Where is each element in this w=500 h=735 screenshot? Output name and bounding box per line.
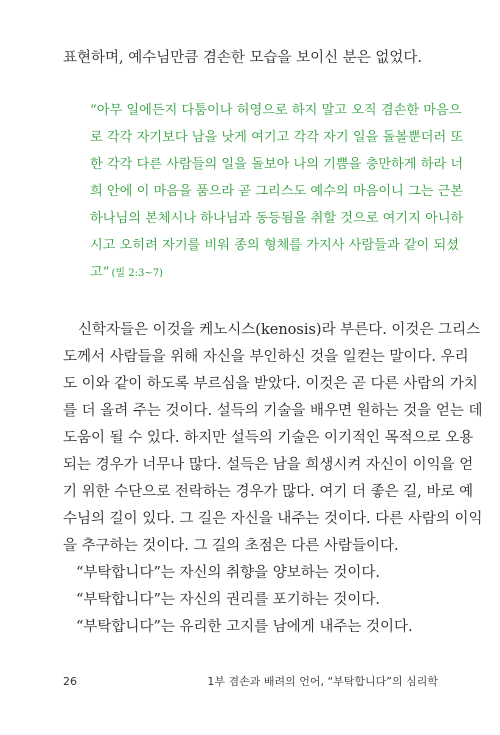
- paragraph-line: 를 더 올려 주는 것이다. 설득의 기술을 배우면 원하는 것을 얻는 데: [63, 403, 483, 419]
- page-number: 26: [63, 675, 77, 688]
- paragraph-line: 도께서 사람들을 위해 자신을 부인하신 것을 일컫는 말이다. 우리: [63, 349, 469, 365]
- paragraph-line: 을 추구하는 것이다. 그 길의 초점은 다른 사람들이다.: [63, 538, 399, 554]
- paragraph-line: 도움이 될 수 있다. 하지만 설득의 기술은 이기적인 목적으로 오용: [63, 430, 474, 446]
- running-head: 1부 겸손과 배려의 언어, “부탁합니다”의 심리학: [207, 675, 438, 688]
- saying-line: “부탁합니다”는 유리한 고지를 남에게 내주는 것이다.: [76, 619, 413, 635]
- quote-citation: (빌 2:3~7): [111, 268, 163, 279]
- saying-line: “부탁합니다”는 자신의 취향을 양보하는 것이다.: [76, 565, 381, 581]
- quote-line: “아무 일에든지 다툼이나 허영으로 하지 말고 오직 겸손한 마음으: [90, 103, 462, 118]
- quote-line: 한 각각 다른 사람들의 일을 돌보아 나의 기쁨을 충만하게 하라 너: [90, 157, 464, 172]
- saying-line: “부탁합니다”는 자신의 권리를 포기하는 것이다.: [76, 592, 381, 608]
- quote-line: 고”: [90, 265, 110, 280]
- paragraph-line: 도 이와 같이 하도록 부르심을 받았다. 이것은 곧 다른 사람의 가치: [63, 376, 478, 392]
- paragraph-line: 수님의 길이 있다. 그 길은 자신을 내주는 것이다. 다른 사람의 이익: [63, 511, 483, 527]
- paragraph-line: 신학자들은 이것을 케노시스(kenosis)라 부른다. 이것은 그리스: [78, 322, 481, 338]
- intro-line: 표현하며, 예수님만큼 겸손한 모습을 보이신 분은 없었다.: [63, 50, 423, 66]
- quote-line: 하나님의 본체시나 하나님과 동등됨을 취할 것으로 여기지 아니하: [90, 211, 464, 226]
- quote-line: 시고 오히려 자기를 비워 종의 형체를 가지사 사람들과 같이 되셨: [90, 238, 459, 253]
- paragraph-line: 되는 경우가 너무나 많다. 설득은 남을 희생시켜 자신이 이익을 얻: [63, 457, 474, 473]
- paragraph-line: 기 위한 수단으로 전락하는 경우가 많다. 여기 더 좋은 길, 바로 예: [63, 484, 474, 500]
- quote-line: 희 안에 이 마음을 품으라 곧 그리스도 예수의 마음이니 그는 근본: [90, 184, 464, 199]
- quote-last-line: [90, 263, 438, 284]
- quote-line: 로 각각 자기보다 남을 낫게 여기고 각각 자기 일을 돌볼뿐더러 또: [90, 130, 464, 145]
